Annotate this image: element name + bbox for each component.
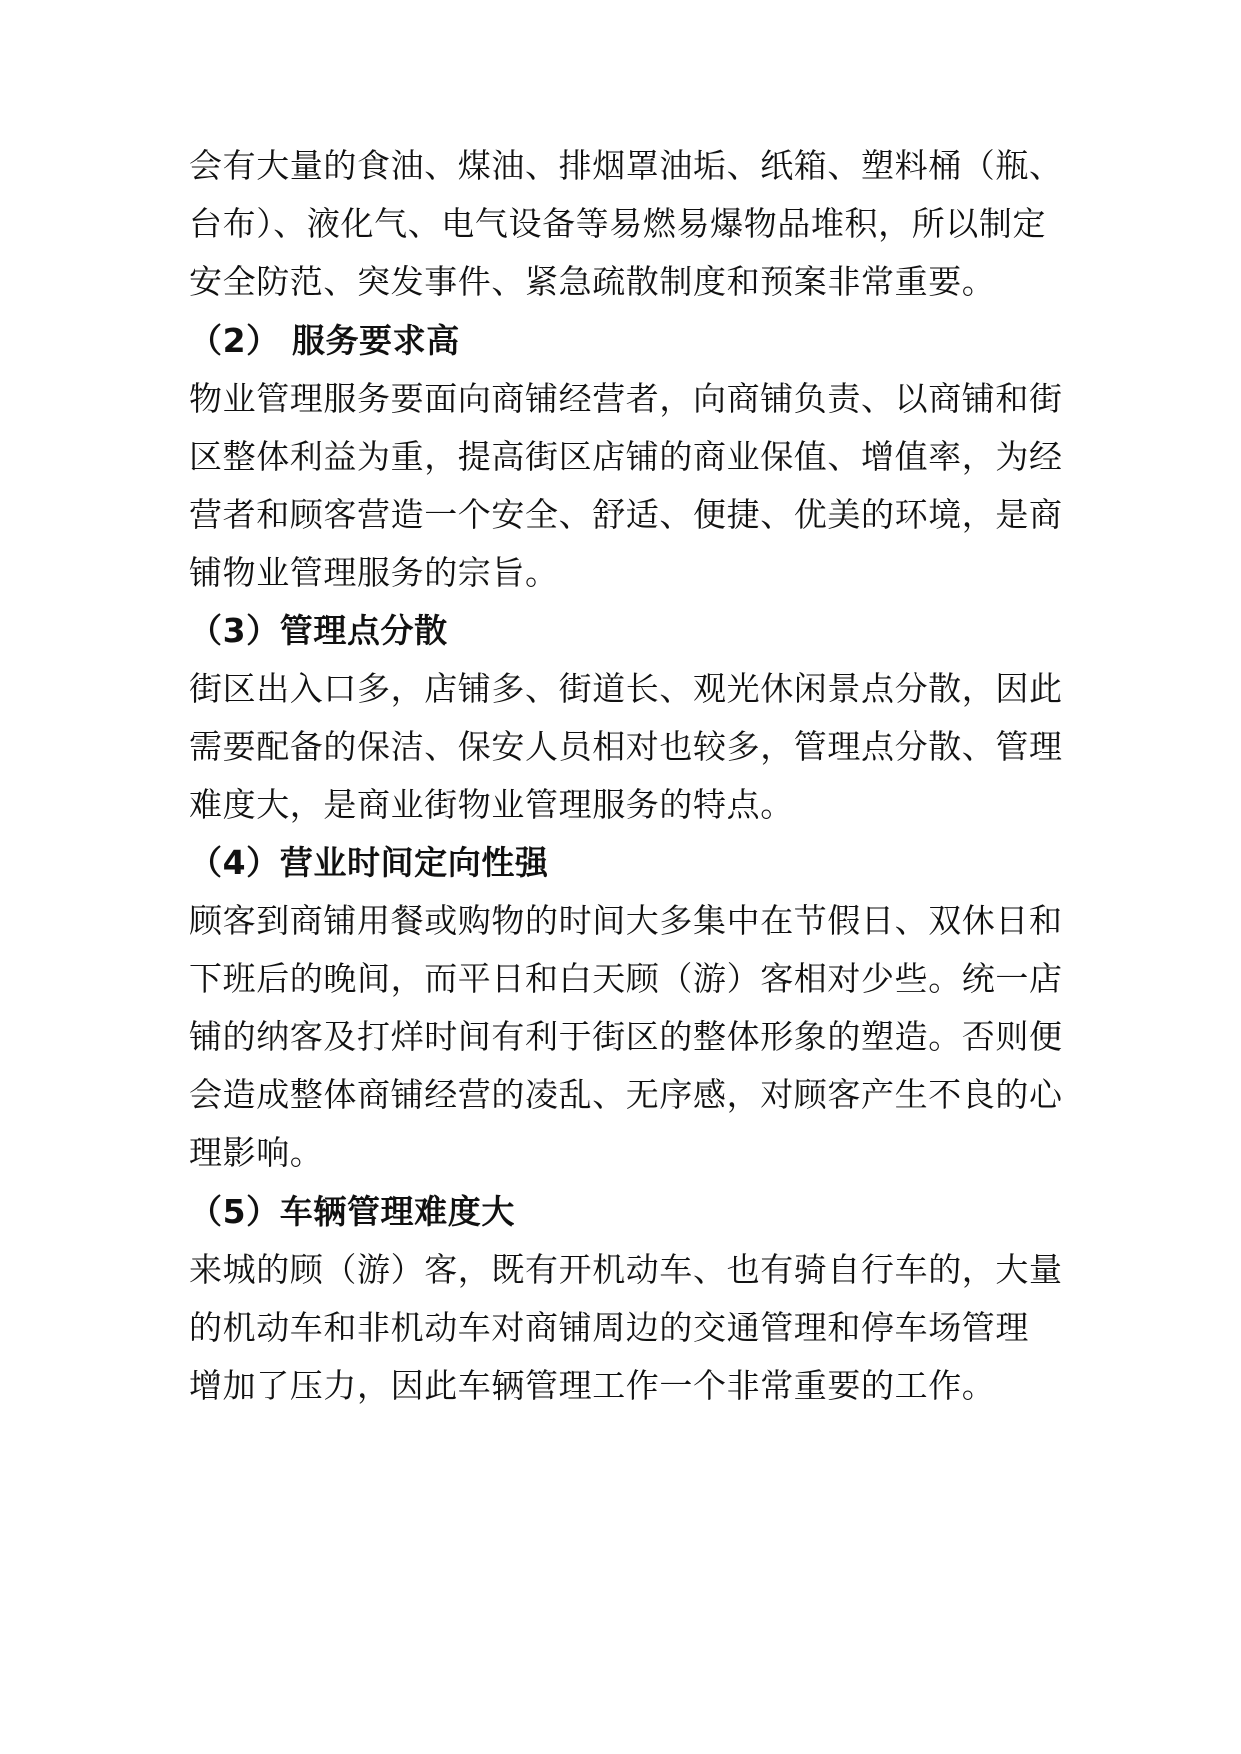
paragraph-1-line-2: 台布）、液化气、电气设备等易燃易爆物品堆积，所以制定	[189, 204, 1047, 243]
paragraph-4-line-5: 理影响。	[189, 1133, 324, 1172]
paragraph-5-line-1: 来城的顾（游）客，既有开机动车、也有骑自行车的，大量	[189, 1250, 1063, 1289]
paragraph-4-line-3: 铺的纳客及打烊时间有利于街区的整体形象的塑造。否则便	[189, 1017, 1063, 1056]
section-heading-5: （5）车辆管理难度大	[189, 1192, 515, 1231]
paragraph-3-line-1: 街区出入口多，店铺多、街道长、观光休闲景点分散，因此	[189, 669, 1063, 708]
paragraph-5-line-2: 的机动车和非机动车对商铺周边的交通管理和停车场管理	[189, 1308, 1029, 1347]
paragraph-1-line-3: 安全防范、突发事件、紧急疏散制度和预案非常重要。	[189, 262, 996, 301]
section-heading-4: （4）营业时间定向性强	[189, 843, 549, 882]
paragraph-2-line-3: 营者和顾客营造一个安全、舒适、便捷、优美的环境，是商	[189, 495, 1063, 534]
section-heading-3: （3）管理点分散	[189, 611, 448, 650]
paragraph-2-line-1: 物业管理服务要面向商铺经营者，向商铺负责、以商铺和街	[189, 379, 1063, 418]
paragraph-2-line-2: 区整体利益为重，提高街区店铺的商业保值、增值率，为经	[189, 437, 1063, 476]
paragraph-4-line-4: 会造成整体商铺经营的凌乱、无序感，对顾客产生不良的心	[189, 1075, 1063, 1114]
paragraph-5-line-3: 增加了压力，因此车辆管理工作一个非常重要的工作。	[189, 1366, 996, 1405]
paragraph-3-line-2: 需要配备的保洁、保安人员相对也较多，管理点分散、管理	[189, 727, 1063, 766]
paragraph-1-line-1: 会有大量的食油、煤油、排烟罩油垢、纸箱、塑料桶（瓶、	[189, 146, 1063, 185]
paragraph-4-line-1: 顾客到商铺用餐或购物的时间大多集中在节假日、双休日和	[189, 901, 1063, 940]
section-heading-2: （2） 服务要求高	[189, 321, 460, 360]
paragraph-4-line-2: 下班后的晚间，而平日和白天顾（游）客相对少些。统一店	[189, 959, 1063, 998]
paragraph-3-line-3: 难度大，是商业街物业管理服务的特点。	[189, 785, 794, 824]
paragraph-2-line-4: 铺物业管理服务的宗旨。	[189, 553, 559, 592]
